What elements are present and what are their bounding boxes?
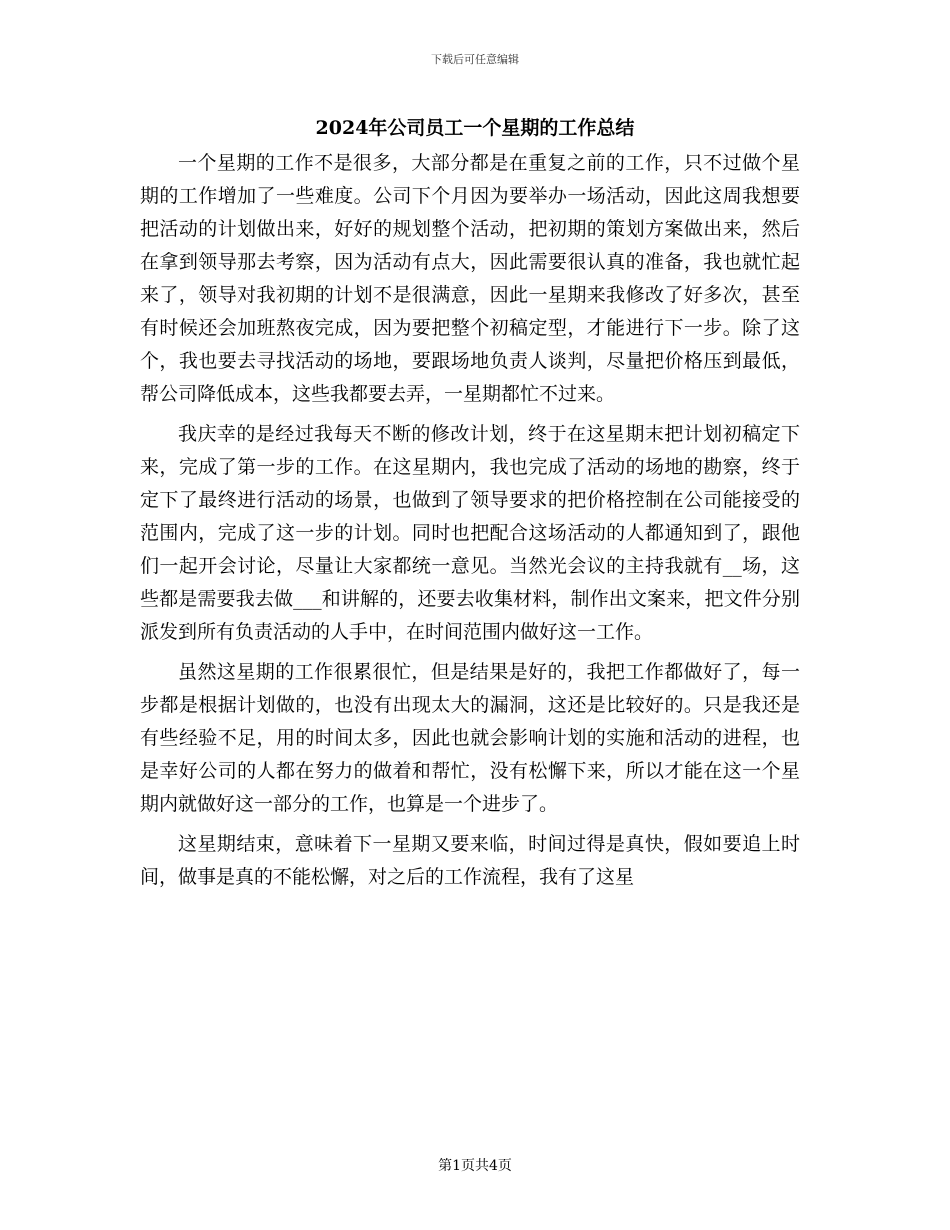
page-number-footer: 第1页共4页 [438,1158,512,1174]
page-header-note: 下载后可任意编辑 [431,53,519,66]
paragraph-4: 这星期结束，意味着下一星期又要来临，时间过得是真快，假如要追上时间，做事是真的不能松懈，对之后的工作流程，我有了这星 [140,833,800,888]
document-body [140,147,800,901]
paragraph-1: 一个星期的工作不是很多，大部分都是在重复之前的工作，只不过做个星期的工作增加了一些难度。公司下个月因为要举办一场活动，因此这周我想要把活动的计划做出来，好好的规划整个活动，把初期的策划方案做出来，然后在拿到领导那去考察，因为活动有点大，因此需要很认真的准备，我也就忙起来了，领导对我初期的计划不是很满意，因此一星期来我修改了好多次，甚至有时候还会加班熬夜完成，因为要把整个初稿定型，才能进行下一步。除了这个，我也要去寻找活动的场地，要跟场地负责人谈判，尽量把价格压到最低，帮公司降低成本，这些我都要去弄，一星期都忙不过来。 [140,152,800,405]
document-title: 2024年公司员工一个星期的工作总结 [315,117,635,139]
paragraph-2: 我庆幸的是经过我每天不断的修改计划，终于在这星期末把计划初稿定下来，完成了第一步的工作。在这星期内，我也完成了活动的场地的勘察，终于定下了最终进行活动的场景，也做到了领导要求的把价格控制在公司能接受的范围内，完成了这一步的计划。同时也把配合这场活动的人都通知到了，跟他们一起开会讨论，尽量让大家都统一意见。当然光会议的主持我就有__场，这些都是需要我去做___和讲解的，还要去收集材料，制作出文案来，把文件分别派发到所有负责活动的人手中，在时间范围内做好这一工作。 [140,423,800,643]
paragraph-3: 虽然这星期的工作很累很忙，但是结果是好的，我把工作都做好了，每一步都是根据计划做的，也没有出现太大的漏洞，这还是比较好的。只是我还是有些经验不足，用的时间太多，因此也就会影响计划的实施和活动的进程，也是幸好公司的人都在努力的做着和帮忙，没有松懈下来，所以才能在这一个星期内就做好这一部分的工作，也算是一个进步了。 [140,661,800,815]
